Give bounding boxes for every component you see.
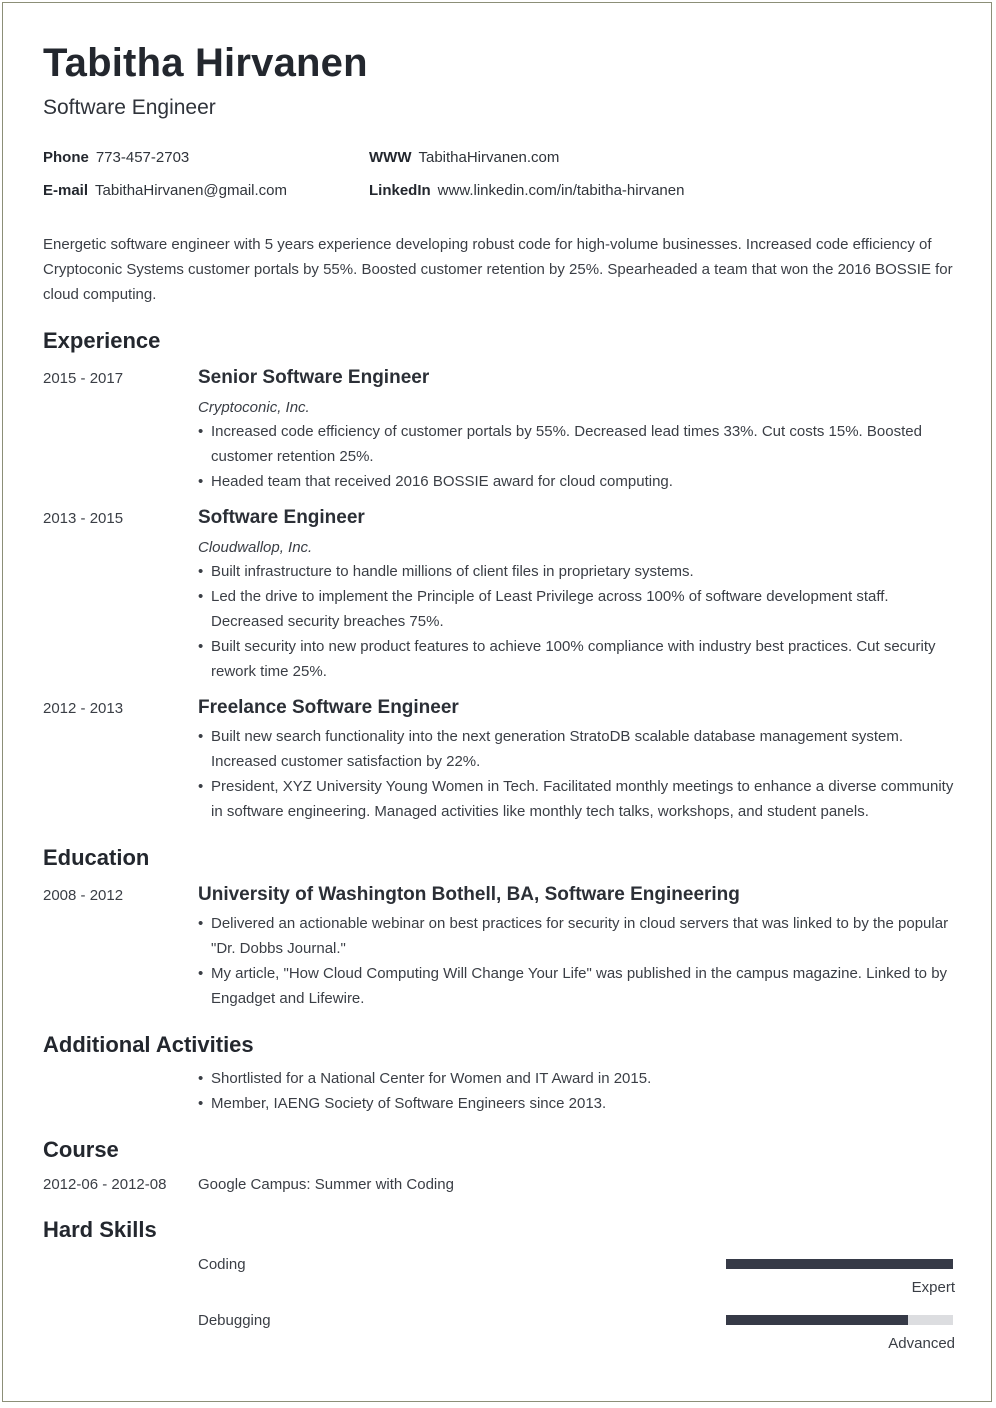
candidate-title: Software Engineer bbox=[43, 96, 216, 119]
course-dates: 2012-06 - 2012-08 bbox=[43, 1176, 167, 1193]
resume-page bbox=[2, 2, 992, 1402]
job-bullets bbox=[198, 559, 958, 684]
job-role: Senior Software Engineer bbox=[198, 367, 430, 388]
email-label: E-mail bbox=[43, 182, 89, 199]
bullet-item: • Increased code efficiency of customer portals by 55%. Decreased lead times 33%. Cut costs 15%. Boosted customer retention 25%. bbox=[198, 419, 958, 469]
skill-bar bbox=[726, 1259, 953, 1269]
skill-name: Coding bbox=[198, 1256, 246, 1273]
activities-heading: Additional Activities bbox=[43, 1032, 254, 1057]
course-heading: Course bbox=[43, 1137, 119, 1162]
linkedin-value[interactable]: www.linkedin.com/in/tabitha-hirvanen bbox=[437, 182, 685, 199]
skills-heading: Hard Skills bbox=[43, 1217, 157, 1242]
skill-level: Expert bbox=[911, 1279, 955, 1296]
skill-bar bbox=[726, 1315, 953, 1325]
job-dates: 2015 - 2017 bbox=[43, 370, 124, 387]
course-name: Google Campus: Summer with Coding bbox=[198, 1176, 454, 1193]
bullet-item: • Led the drive to implement the Principle of Least Privilege across 100% of software development staff. Decreased security breaches 75%. bbox=[198, 584, 958, 634]
job-company: Cryptoconic, Inc. bbox=[198, 399, 310, 416]
www-label: WWW bbox=[369, 149, 412, 166]
job-dates: 2012 - 2013 bbox=[43, 700, 124, 717]
education-heading: Education bbox=[43, 845, 150, 870]
job-bullets bbox=[198, 419, 958, 494]
job-company: Cloudwallop, Inc. bbox=[198, 539, 313, 556]
job-role: Software Engineer bbox=[198, 507, 365, 528]
email-value[interactable]: TabithaHirvanen@gmail.com bbox=[95, 182, 287, 199]
bullet-item: • Headed team that received 2016 BOSSIE award for cloud computing. bbox=[198, 469, 958, 494]
bullet-item: • My article, "How Cloud Computing Will Change Your Life" was published in the campus magazine. Linked to by Engadget and Lifewire. bbox=[198, 961, 958, 1011]
bullet-item: • Member, IAENG Society of Software Engineers since 2013. bbox=[198, 1091, 958, 1116]
bullet-item: • Delivered an actionable webinar on best practices for security in cloud servers that was linked to by the popular "Dr. Dobbs Journal." bbox=[198, 911, 958, 961]
activities-bullets bbox=[198, 1066, 958, 1116]
skill-name: Debugging bbox=[198, 1312, 271, 1329]
summary-text: Energetic software engineer with 5 years experience developing robust code for high-volume businesses. Increased code efficiency of Cryptoconic Systems customer portals by 55%. Boosted customer retention by 25%. Spearheaded a team that won the 2016 BOSSIE for cloud computing. bbox=[43, 236, 953, 303]
job-dates: 2013 - 2015 bbox=[43, 510, 124, 527]
skill-bar-fill bbox=[726, 1259, 953, 1269]
skill-level: Advanced bbox=[888, 1335, 955, 1352]
contact-email bbox=[43, 182, 287, 199]
experience-heading: Experience bbox=[43, 328, 161, 353]
linkedin-label: LinkedIn bbox=[369, 182, 431, 199]
skill-bar-fill bbox=[726, 1315, 908, 1325]
bullet-item: • Built new search functionality into the next generation StratoDB scalable database management system. Increased customer satisfaction by 22%. bbox=[198, 724, 958, 774]
www-value[interactable]: TabithaHirvanen.com bbox=[418, 149, 560, 166]
bullet-item: • President, XYZ University Young Women in Tech. Facilitated monthly meetings to enhance a diverse community in software engineering. Managed activities like monthly tech talks, workshops, and student panels. bbox=[198, 774, 958, 824]
contact-www bbox=[369, 149, 559, 166]
bullet-item: • Shortlisted for a National Center for Women and IT Award in 2015. bbox=[198, 1066, 958, 1091]
bullet-item: • Built infrastructure to handle millions of client files in proprietary systems. bbox=[198, 559, 958, 584]
contact-linkedin bbox=[369, 182, 684, 199]
education-dates: 2008 - 2012 bbox=[43, 887, 124, 904]
phone-value: 773-457-2703 bbox=[95, 149, 190, 166]
phone-label: Phone bbox=[43, 149, 89, 166]
bullet-item: • Built security into new product features to achieve 100% compliance with industry best practices. Cut security rework time 25%. bbox=[198, 634, 958, 684]
candidate-name: Tabitha Hirvanen bbox=[43, 41, 368, 85]
job-role: Freelance Software Engineer bbox=[198, 697, 459, 718]
job-bullets bbox=[198, 724, 958, 824]
contact-phone bbox=[43, 149, 189, 166]
education-degree: University of Washington Bothell, BA, Software Engineering bbox=[198, 884, 740, 905]
education-bullets bbox=[198, 911, 958, 1011]
